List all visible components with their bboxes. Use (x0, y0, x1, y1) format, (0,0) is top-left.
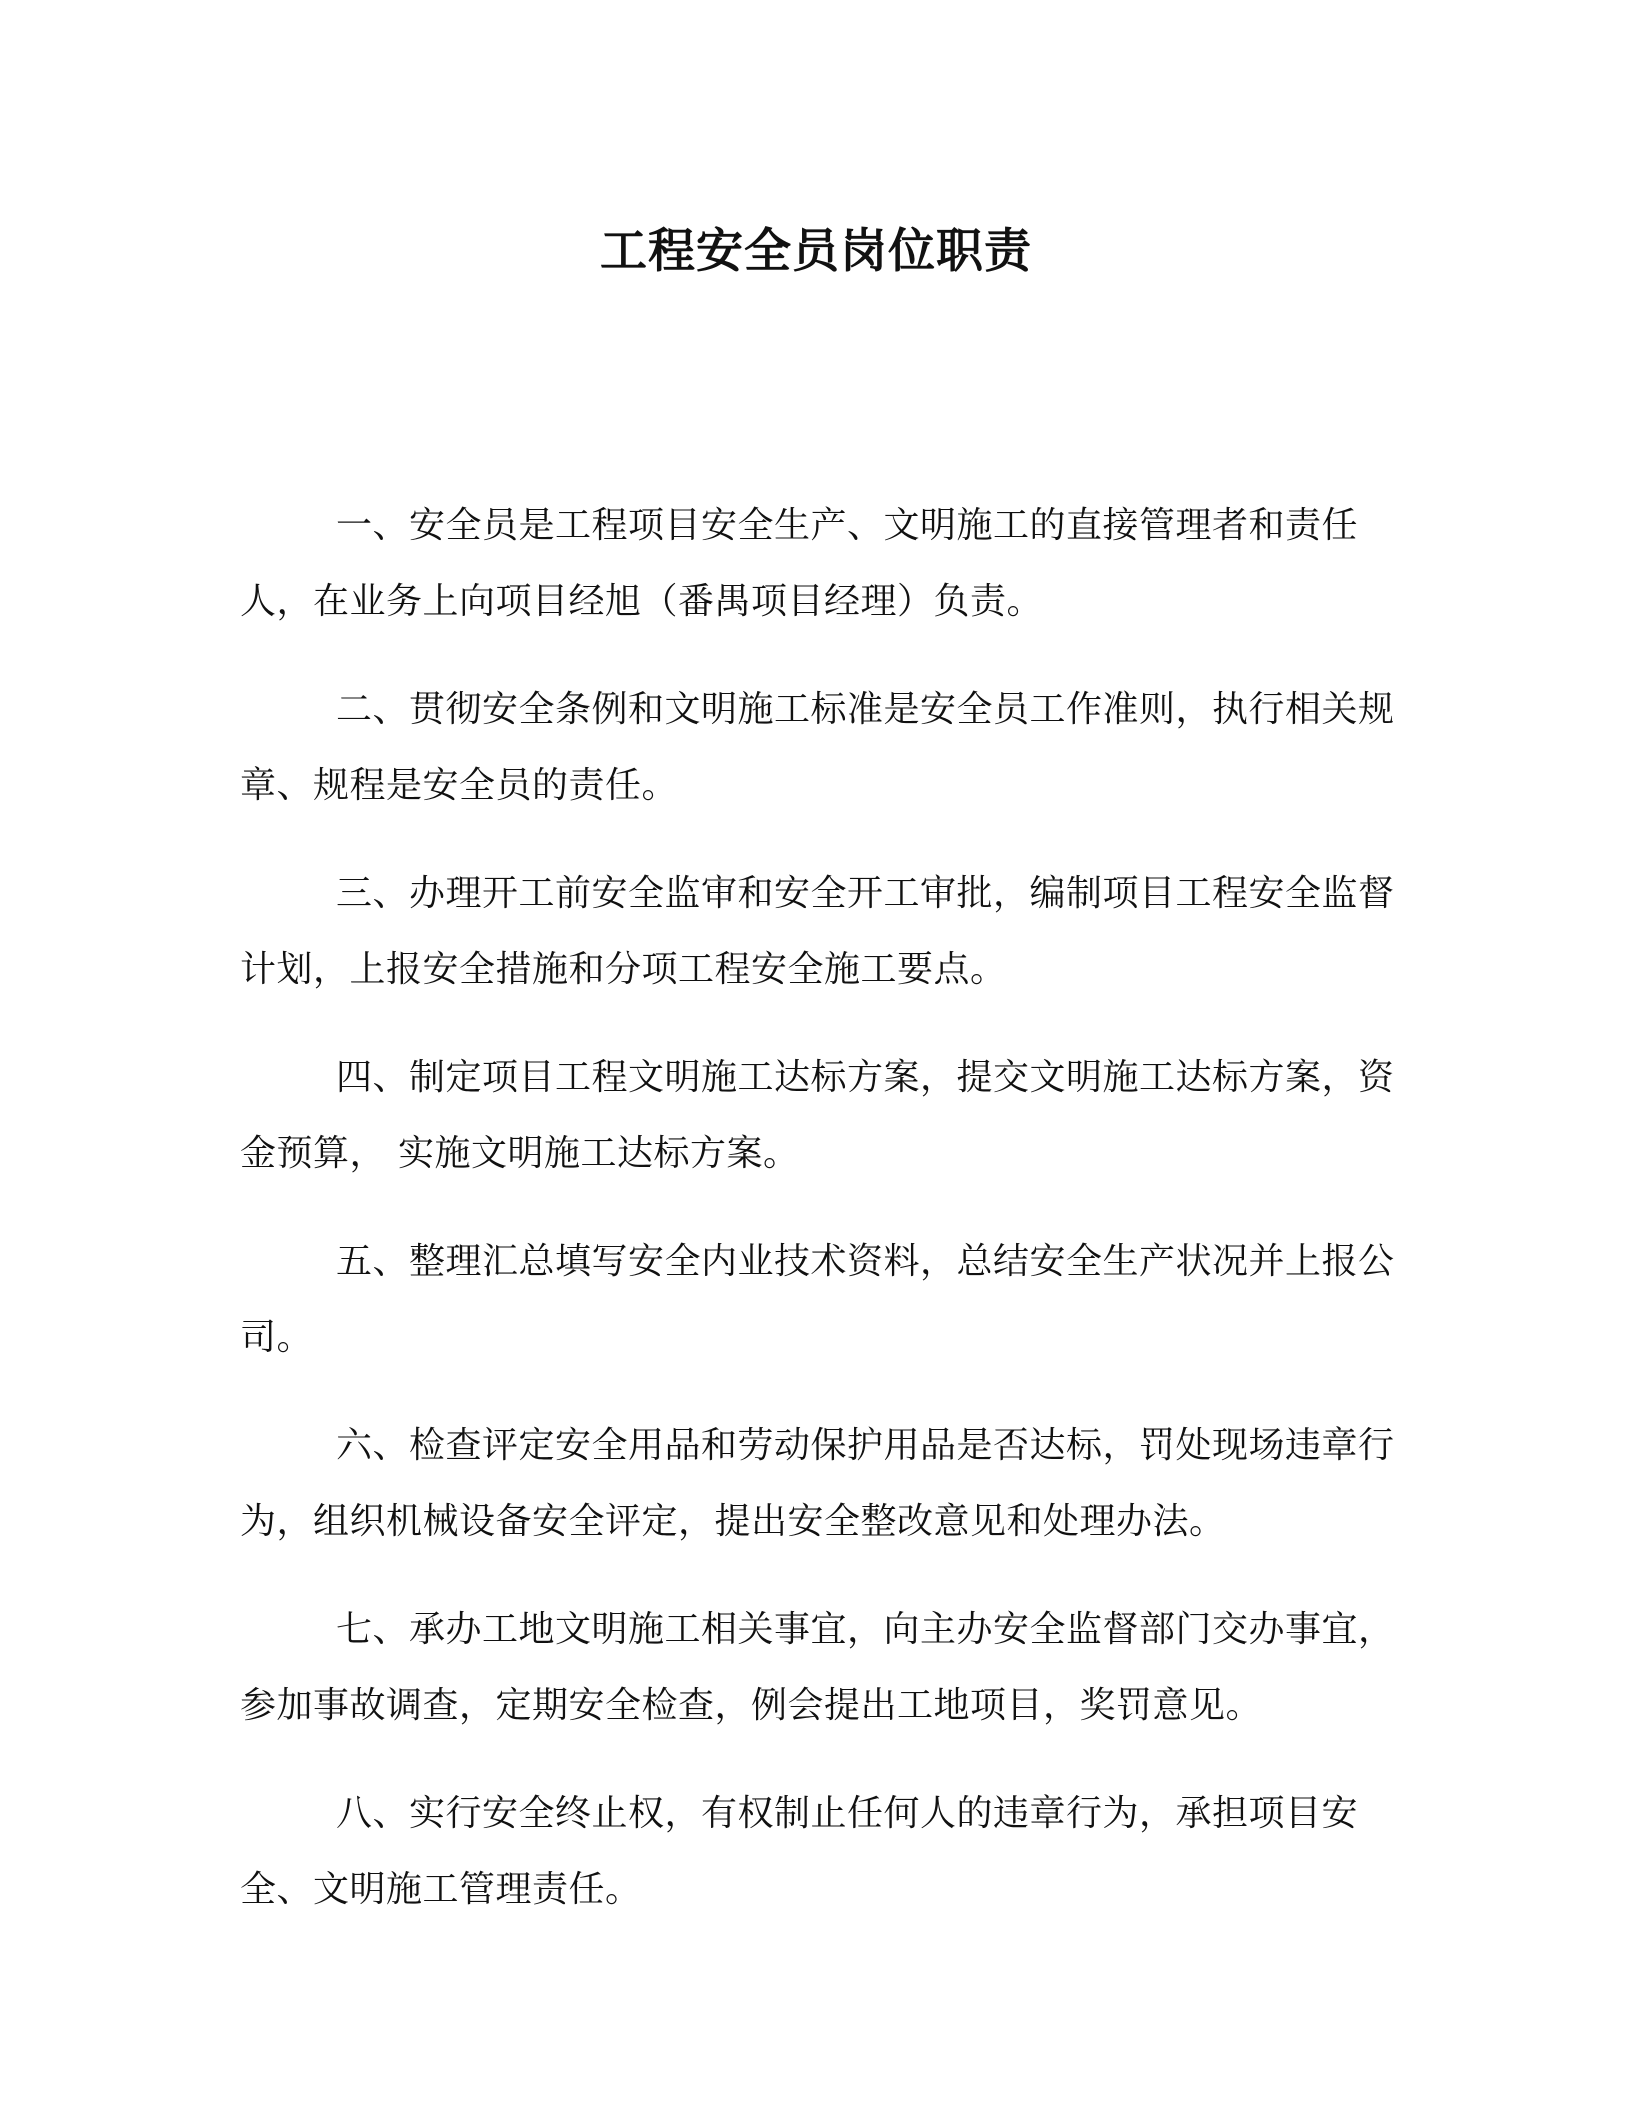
clause-2: 二、贯彻安全条例和文明施工标准是安全员工作准则，执行相关规章、规程是安全员的责任。 (240, 689, 1395, 806)
clause-4: 四、制定项目工程文明施工达标方案，提交文明施工达标方案，资金预算， 实施文明施工达标方案。 (240, 1057, 1395, 1174)
clause-5: 五、整理汇总填写安全内业技术资料，总结安全生产状况并上报公司。 (240, 1241, 1395, 1358)
clause-6: 六、检查评定安全用品和劳动保护用品是否达标，罚处现场违章行为，组织机械设备安全评定，提出安全整改意见和处理办法。 (240, 1425, 1395, 1542)
clause-3: 三、办理开工前安全监审和安全开工审批，编制项目工程安全监督计划，上报安全措施和分项工程安全施工要点。 (240, 873, 1395, 990)
document-title: 工程安全员岗位职责 (600, 224, 1032, 279)
clause-list (240, 488, 1410, 1960)
clause-7: 七、承办工地文明施工相关事宜，向主办安全监督部门交办事宜，参加事故调查，定期安全检查，例会提出工地项目，奖罚意见。 (240, 1609, 1395, 1726)
clause-1: 一、安全员是工程项目安全生产、文明施工的直接管理者和责任人，在业务上向项目经旭（番禺项目经理）负责。 (240, 505, 1359, 622)
clause-8: 八、实行安全终止权，有权制止任何人的违章行为，承担项目安全、文明施工管理责任。 (240, 1793, 1359, 1910)
